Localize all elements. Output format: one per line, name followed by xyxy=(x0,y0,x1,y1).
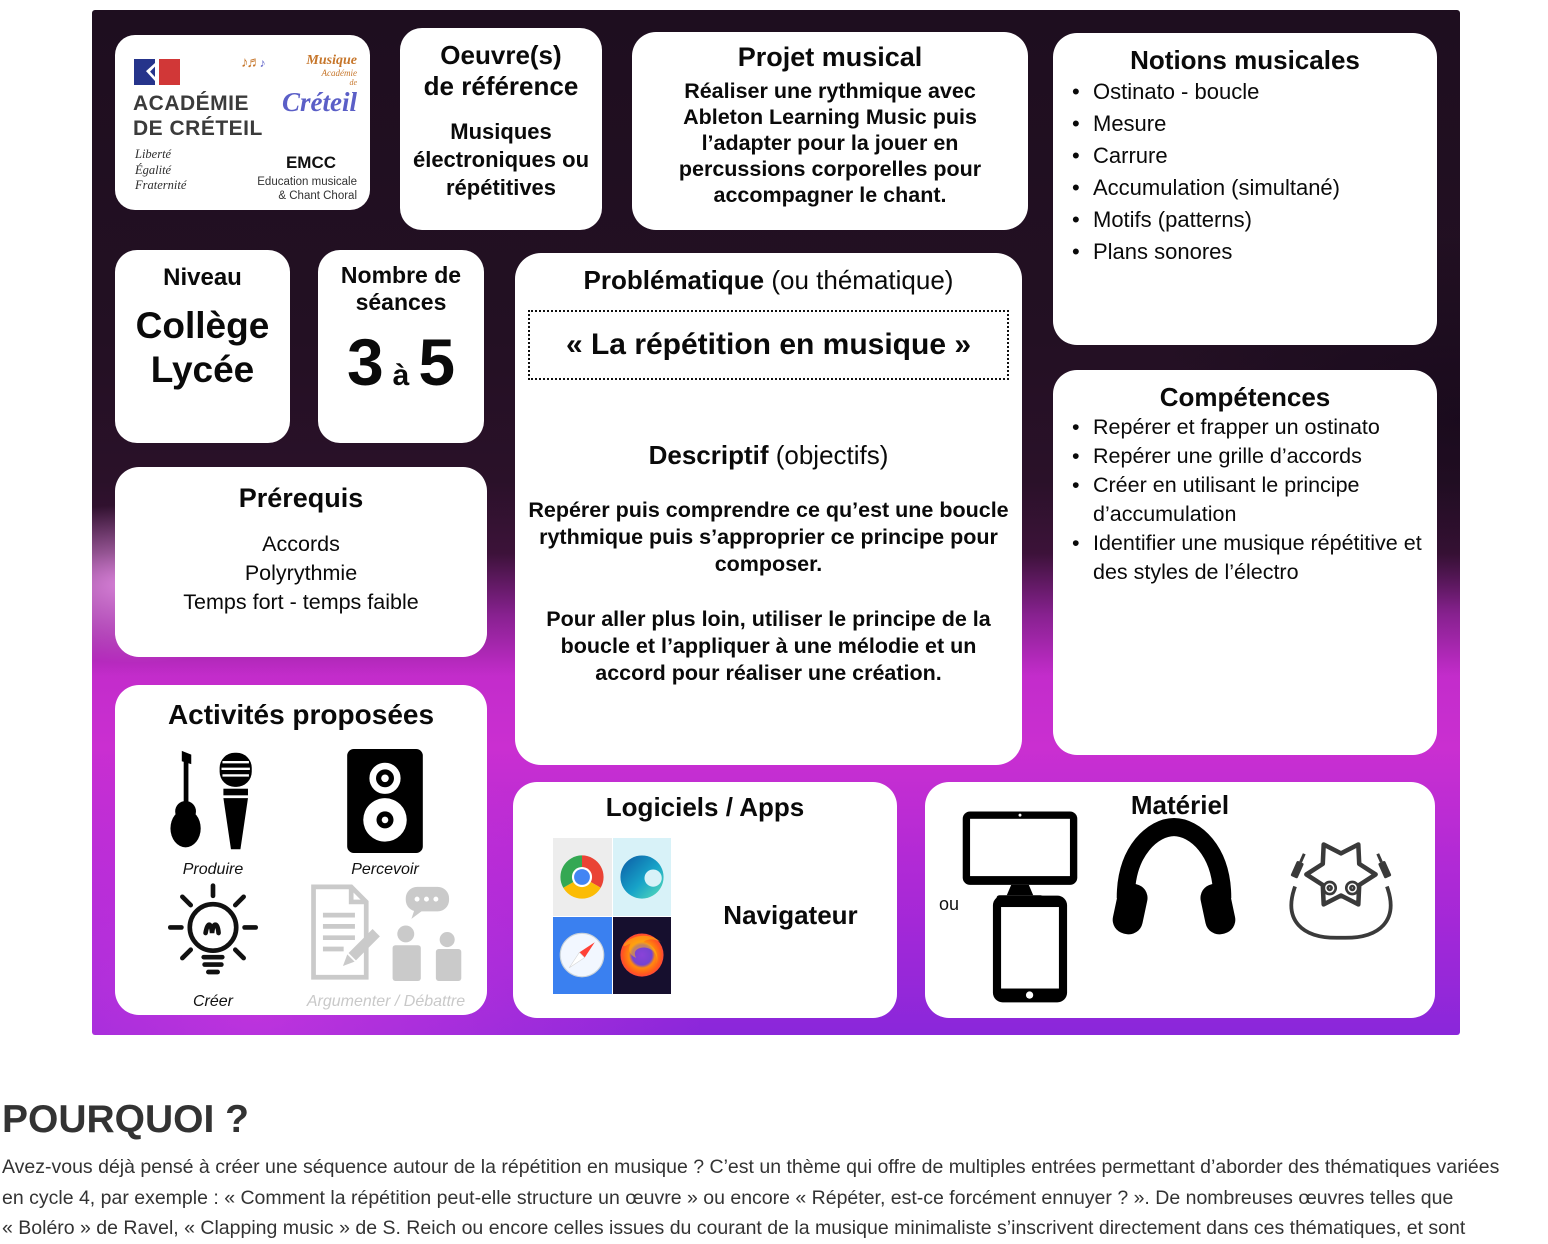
pourquoi-paragraph xyxy=(2,1152,1548,1244)
chrome-icon xyxy=(553,838,612,916)
list-item: en cycle 4, par exemple : « Comment la répétition peut-elle structure un œuvre » ou encore « Répéter, est-ce forcément ennuyer ? ». De nombreuses œuvres telles que xyxy=(2,1186,1454,1209)
seances-min: 3 xyxy=(346,325,384,399)
logiciels-card-title: Logiciels / Apps xyxy=(605,792,805,822)
academy-name xyxy=(133,91,263,141)
competences-card xyxy=(1053,370,1437,755)
motto-egalite: Égalité xyxy=(135,162,172,177)
seances-max: 5 xyxy=(418,325,456,399)
activites-card-title: Activités proposées xyxy=(167,699,435,730)
materiel-card xyxy=(925,782,1435,1018)
prerequis-card-title: Prérequis xyxy=(238,483,364,513)
list-item: • Carrure xyxy=(1093,140,1429,172)
oeuvre-card-body: Musiques électroniques ou répétitives xyxy=(412,119,590,200)
descriptif-paragraph-2: Pour aller plus loin, utiliser le principe de la boucle et l’appliquer à une mélodie et un accord pour réaliser une création. xyxy=(546,607,991,685)
oeuvre-reference-card xyxy=(400,28,602,230)
notions-card-title: Notions musicales xyxy=(1130,45,1360,75)
problematique-card-title: Problématique (ou thématique) xyxy=(583,265,954,295)
computer-monitor-icon xyxy=(961,810,1079,904)
activity-label: Percevoir xyxy=(351,861,419,878)
academy-name-line2: DE CRÉTEIL xyxy=(133,117,263,140)
niveau-value: Collège Lycée xyxy=(135,305,270,390)
list-item: • Ostinato - boucle xyxy=(1093,76,1429,108)
list-item: Temps fort - temps faible xyxy=(183,590,419,614)
ou-label: ou xyxy=(939,894,960,914)
list-item: « Boléro » de Ravel, « Clapping music » de S. Reich ou encore celles issues du courant de la musique minimaliste s’inscrivent directement dans ces thématiques, et sont xyxy=(2,1217,1466,1240)
materiel-card-title: Matériel xyxy=(1130,790,1230,820)
pourquoi-heading: POURQUOI ? xyxy=(2,1098,250,1141)
motto-fraternite: Fraternité xyxy=(135,178,187,192)
descriptif-title: Descriptif (objectifs) xyxy=(648,440,889,470)
notions-list xyxy=(1053,76,1437,268)
activity-argumenter-debattre xyxy=(301,881,471,1011)
logiciels-card xyxy=(513,782,897,1018)
french-flag-icon xyxy=(134,59,180,85)
emcc-label: EMCC xyxy=(285,153,337,172)
activity-creer xyxy=(143,881,283,1011)
infographic-poster xyxy=(92,10,1460,1035)
music-notes-icon: ♪♬♪ xyxy=(241,55,264,71)
speaker-icon xyxy=(347,749,423,853)
list-item: • Mesure xyxy=(1093,108,1429,140)
activity-label: Créer xyxy=(192,993,233,1010)
niveau-card-title: Niveau xyxy=(163,264,242,291)
seances-card xyxy=(318,250,484,443)
music-logo-script: Créteil xyxy=(282,87,357,117)
prerequis-card xyxy=(115,467,487,657)
list-item: • Créer en utilisant le principe d’accumulation xyxy=(1093,471,1429,529)
academy-name-line1: ACADÉMIE xyxy=(133,92,250,115)
headphones-icon xyxy=(1107,812,1241,940)
edge-icon xyxy=(613,838,672,916)
niveau-card xyxy=(115,250,290,443)
projet-card-title: Projet musical xyxy=(737,42,923,72)
tablet-icon xyxy=(991,894,1069,1004)
problematique-card xyxy=(515,253,1022,765)
list-item: Avez-vous déjà pensé à créer une séquence autour de la répétition en musique ? C’est un thème qui offre de multiples entrées permettant d’aborder des thématiques variées xyxy=(2,1156,1500,1178)
problematique-quote-box: « La répétition en musique » xyxy=(528,310,1009,380)
emcc-subtitle-line2: & Chant Choral xyxy=(278,190,357,202)
projet-musical-card xyxy=(632,32,1028,230)
list-item: • Repérer une grille d’accords xyxy=(1093,442,1429,471)
list-item: • Plans sonores xyxy=(1093,236,1429,268)
list-item: • Repérer et frapper un ostinato xyxy=(1093,413,1429,442)
prerequis-list xyxy=(115,530,487,617)
browser-icons-grid xyxy=(553,838,671,994)
competences-card-title: Compétences xyxy=(1159,382,1331,412)
audio-splitter-icon xyxy=(1277,824,1405,952)
musique-creteil-logo xyxy=(241,53,357,117)
firefox-icon xyxy=(613,917,672,995)
activities-grid xyxy=(115,743,487,1010)
oeuvre-card-title: Oeuvre(s) de référence xyxy=(423,40,579,101)
motto-liberte: Liberté xyxy=(135,147,172,161)
list-item: Polyrythmie xyxy=(244,561,358,585)
republic-motto xyxy=(135,147,186,194)
guitar-microphone-icon xyxy=(158,749,268,853)
safari-icon xyxy=(553,917,612,995)
emcc-subtitle-line1: Education musicale xyxy=(257,176,357,188)
music-logo-word: Musique xyxy=(306,53,357,68)
competences-list xyxy=(1053,413,1437,587)
list-item: Accords xyxy=(262,532,340,556)
projet-card-body: Réaliser une rythmique avec Ableton Learning Music puis l’adapter pour la jouer en percussions corporelles pour accompagner le chant. xyxy=(678,79,982,207)
activity-produire xyxy=(143,749,283,879)
academie-logo-card xyxy=(115,35,370,210)
music-logo-word: Académie xyxy=(321,68,357,78)
activity-label: Produire xyxy=(182,861,244,878)
argue-debate-icon xyxy=(306,881,466,985)
seances-value xyxy=(318,324,484,400)
activity-label: Argumenter / Débattre xyxy=(306,993,466,1010)
list-item: • Accumulation (simultané) xyxy=(1093,172,1429,204)
activity-percevoir xyxy=(315,749,455,879)
music-logo-word: de xyxy=(349,78,357,87)
lightbulb-icon xyxy=(154,881,272,985)
descriptif-paragraph-1: Repérer puis comprendre ce qu’est une boucle rythmique puis s’approprier ce principe pour composer. xyxy=(528,498,1009,576)
navigateur-label: Navigateur xyxy=(723,900,858,930)
seances-to: à xyxy=(392,359,410,392)
emcc-subtitle xyxy=(233,175,357,203)
notions-musicales-card xyxy=(1053,33,1437,345)
list-item: • Motifs (patterns) xyxy=(1093,204,1429,236)
activites-card xyxy=(115,685,487,1015)
seances-card-title: Nombre de séances xyxy=(340,262,462,315)
list-item: • Identifier une musique répétitive et des styles de l’électro xyxy=(1093,529,1429,587)
